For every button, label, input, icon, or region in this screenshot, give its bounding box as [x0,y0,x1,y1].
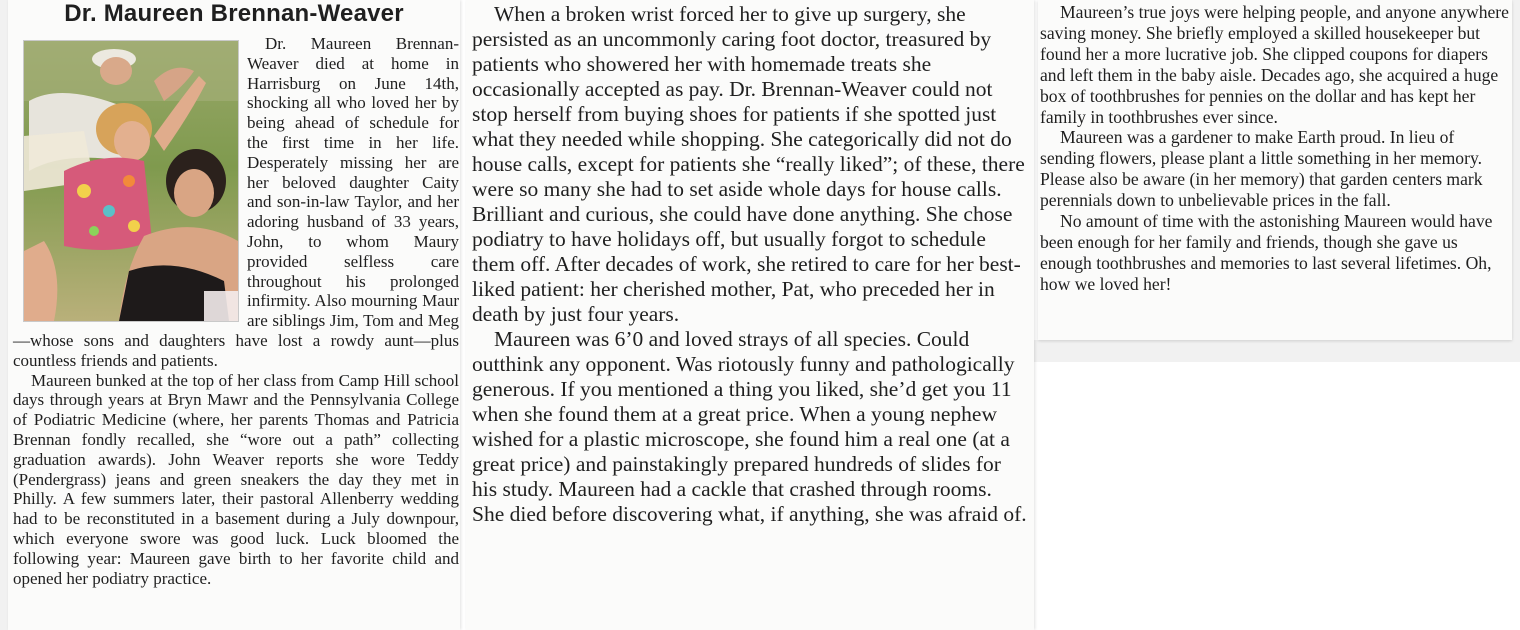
column-3-bottom-margin [1034,340,1520,362]
obituary-paragraph: Maureen bunked at the top of her class from Camp Hill school days through years at Bryn Mawr and the Pennsylvania College of Podiatric Medicine (where, her parents Thomas and Patricia Brennan fondly recalled, she “wore out a path” collecting graduation awards). John Weaver reports she wore Teddy (Pendergrass) jeans and green sneakers the day they met in Philly. A few summers later, their pastoral Allenberry wedding had to be reconstituted in a basement during a July downpour, which everyone swore was good luck. Luck bloomed the following year: Maureen gave birth to her favorite child and opened her podiatry practice. [13,370,459,588]
obituary-column-1 [8,0,460,630]
obituary-column-3 [1038,0,1512,340]
obituary-paragraph: Maureen’s true joys were helping people, and anyone anywhere saving money. She briefly employed a skilled housekeeper but found her a more lucrative job. She clipped coupons for diapers and left them in the baby aisle. Decades ago, she acquired a huge box of toothbrushes for pennies on the dollar and has kept her family in toothbrushes ever since. [1040,2,1509,127]
column-3-text [1040,2,1510,295]
family-photo [23,40,239,322]
obituary-headline: Dr. Maureen Brennan-Weaver [64,0,404,27]
obituary-column-2 [466,0,1034,630]
photo-illustration [24,41,238,321]
column-2-text [472,2,1028,527]
obituary-paragraph: Maureen was 6’0 and loved strays of all species. Could outthink any opponent. Was riotously funny and pathologically generous. If you mentioned a thing you liked, she’d get you 11 when she found them at a great price. When a young nephew wished for a plastic microscope, she found him a real one (at a great price) and painstakingly prepared hundreds of slides for his study. Maureen had a cackle that crashed through rooms. She died before discovering what, if anything, she was afraid of. [472,327,1027,526]
left-margin [0,0,8,630]
column-1-text [13,34,459,588]
obituary-paragraph: Dr. Maureen Brennan-Weaver died at home in Harrisburg on June 14th, shocking all who loved her by being ahead of schedule for the first time in her life. Desperately missing her are her beloved daughter Caity and son-in-law Taylor, and her adoring husband of 33 years, John, to whom Maury provided selfless care throughout his prolonged infirmity. Also mourning Maur are siblings Jim, Tom and Meg—whose sons and daughters have lost a rowdy aunt—plus countless friends and patients. [13,34,459,370]
obituary-paragraph: When a broken wrist forced her to give up surgery, she persisted as an uncommonly caring foot doctor, treasured by patients who showered her with homemade treats she occasionally accepted as pay. Dr. Brennan-Weaver could not stop herself from buying shoes for patients if she spotted just what they needed while shopping. She categorically did not do house calls, except for patients she “really liked”; of these, there were so many she had to set aside whole days for house calls. Brilliant and curious, she could have done anything. She chose podiatry to have holidays off, but usually forgot to schedule them off. After decades of work, she retired to care for her best-liked patient: her cherished mother, Pat, who preceded her in death by just four years. [472,2,1025,326]
obituary-paragraph: No amount of time with the astonishing Maureen would have been enough for her family and friends, though she gave us enough toothbrushes and memories to last several lifetimes. Oh, how we loved her! [1040,211,1493,294]
obituary-paragraph: Maureen was a gardener to make Earth proud. In lieu of sending flowers, please plant a little something in her memory. Please also be aware (in her memory) that garden centers mark perennials down to unbelievable prices in the fall. [1040,127,1483,211]
right-margin [1512,0,1520,362]
